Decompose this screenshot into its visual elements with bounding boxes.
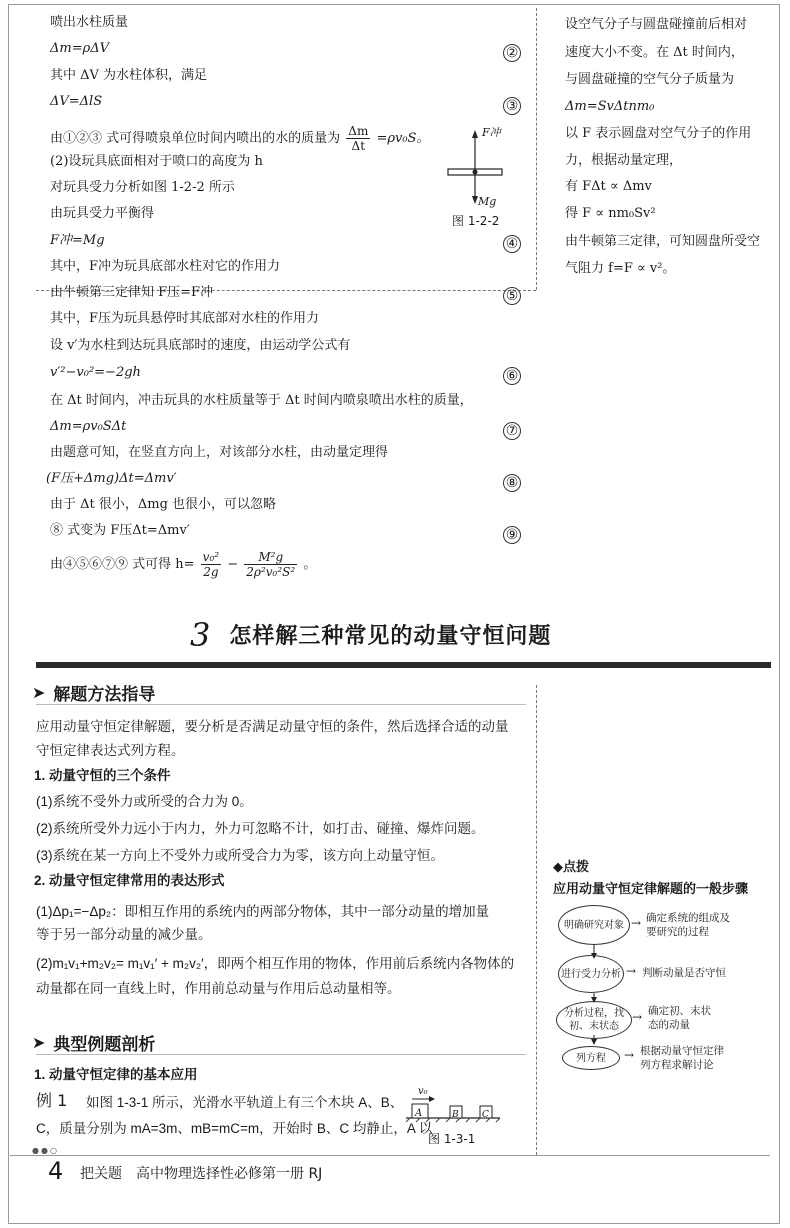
derivation-line: 由玩具受力平衡得 xyxy=(50,206,155,221)
derivation-line: (F压+Δmg)Δt=Δmv′ xyxy=(46,471,177,486)
derivation-text: =ρv₀S。 xyxy=(376,131,430,146)
derivation-line: 其中 ΔV 为水柱体积，满足 xyxy=(50,68,208,83)
method-intro: 应用动量守恒定律解题，要分析是否满足动量守恒的条件，然后选择合适的动量 xyxy=(36,719,509,734)
examples-heading-text: 典型例题剖析 xyxy=(53,1035,156,1055)
derivation-line: F冲=Mg xyxy=(50,233,105,248)
derivation-line: Δm=ρΔV xyxy=(50,41,110,56)
equation-number: ⑦ xyxy=(503,422,521,440)
tip-title: 应用动量守恒定律解题的一般步骤 xyxy=(553,882,749,897)
derivation-line: ΔV=ΔlS xyxy=(50,94,103,109)
right-text: 气阻力 f=F ∝ v²。 xyxy=(565,261,676,276)
fraction-denominator: 2g xyxy=(203,565,219,579)
condition-item: (3)系统在某一方向上不受外力或所受合力为零，该方向上动量守恒。 xyxy=(36,848,444,863)
flow-node: 分析过程，找初、末状态 xyxy=(556,1001,632,1039)
flow-text: 要研究的过程 xyxy=(646,926,709,938)
examples-subheading: 1. 动量守恒定律的基本应用 xyxy=(34,1067,198,1082)
right-text: 与圆盘碰撞的空气分子质量为 xyxy=(565,72,735,87)
fraction xyxy=(346,124,370,153)
right-text: 设空气分子与圆盘碰撞前后相对 xyxy=(565,17,748,32)
arrow-right-icon: → xyxy=(631,916,642,930)
arrow-right-icon: → xyxy=(626,964,637,978)
derivation-line: 其中，F冲为玩具底部水柱对它的作用力 xyxy=(50,259,281,274)
derivation-line: 由牛顿第三定律知 F压=F冲 xyxy=(50,285,214,300)
flow-text: 列方程求解讨论 xyxy=(640,1059,714,1071)
flow-node: 列方程 xyxy=(562,1046,620,1070)
derivation-line xyxy=(50,550,316,579)
derivation-line: 由于 Δt 很小，Δmg 也很小，可以忽略 xyxy=(50,497,277,512)
derivation-line: 喷出水柱质量 xyxy=(50,15,129,30)
fraction-numerator: v₀² xyxy=(202,550,220,564)
flow-text: 态的动量 xyxy=(648,1019,690,1031)
derivation-text: 由④⑤⑥⑦⑨ 式可得 h= xyxy=(50,557,195,572)
condition-item: (1)系统不受外力或所受的合力为 0。 xyxy=(36,794,253,809)
derivation-line: ⑧ 式变为 F压Δt=Δmv′ xyxy=(50,523,190,538)
method-subheading: 1. 动量守恒的三个条件 xyxy=(34,768,171,783)
fraction xyxy=(244,550,297,579)
derivation-line: 其中，F压为玩具悬停时其底部对水柱的作用力 xyxy=(50,311,320,326)
derivation-line: Δm=ρv₀SΔt xyxy=(50,419,127,434)
heading-rule xyxy=(36,704,526,705)
derivation-text: 。 xyxy=(303,557,317,572)
form-item: (1)Δp₁=−Δp₂：即相互作用的系统内的两部分物体，其中一部分动量的增加量 xyxy=(36,904,490,919)
column-divider xyxy=(536,8,537,290)
flow-node: 明确研究对象 xyxy=(558,905,630,945)
right-text: 力，根据动量定理， xyxy=(565,153,683,168)
derivation-line xyxy=(50,124,429,153)
derivation-text: 由①②③ 式可得喷泉单位时间内喷出的水的质量为 xyxy=(50,131,341,146)
example-label: 例 1 xyxy=(36,1091,68,1110)
equation-number: ⑤ xyxy=(503,287,521,305)
equation-number: ⑧ xyxy=(503,474,521,492)
page-number: 4 xyxy=(48,1157,64,1185)
tip-label: ◆点拨 xyxy=(553,860,589,875)
equation-number: ④ xyxy=(503,235,521,253)
velocity-label: v₀ xyxy=(418,1086,428,1097)
equation-number: ⑥ xyxy=(503,367,521,385)
fraction-denominator: 2ρ²v₀²S² xyxy=(246,565,296,579)
force-up-label: F冲 xyxy=(482,126,501,139)
right-text: 速度大小不变。在 Δt 时间内， xyxy=(565,45,744,60)
arrow-icon: ➤ xyxy=(32,1033,46,1052)
form-item: 等于另一部分动量的减少量。 xyxy=(36,927,212,942)
block-b-label: B xyxy=(452,1110,459,1120)
right-text: 有 FΔt ∝ Δmv xyxy=(565,179,652,194)
examples-heading xyxy=(32,1030,155,1055)
section-title xyxy=(190,616,551,654)
flow-text: 根据动量守恒定律 xyxy=(640,1045,724,1057)
equation-number: ② xyxy=(503,44,521,62)
right-text: 由牛顿第三定律，可知圆盘所受空 xyxy=(565,234,761,249)
section-title-text: 怎样解三种常见的动量守恒问题 xyxy=(229,624,552,649)
derivation-line: v′²−v₀²=−2gh xyxy=(50,365,141,380)
fraction xyxy=(201,550,221,579)
column-divider-lower xyxy=(536,685,537,1155)
arrow-icon: ➤ xyxy=(32,683,46,702)
heading-rule xyxy=(36,1054,526,1055)
example-text: C，质量分别为 mA=3m、mB=mC=m，开始时 B、C 均静止，A 以 xyxy=(36,1121,433,1136)
fraction-numerator: M²g xyxy=(244,550,297,565)
flow-text: 确定初、末状 xyxy=(648,1005,711,1017)
figure-caption: 图 1-3-1 xyxy=(428,1132,476,1146)
derivation-line: 设 v′为水柱到达玩具底部时的速度，由运动学公式有 xyxy=(50,338,351,353)
form-item: (2)m₁v₁+m₂v₂= m₁v₁′ + m₂v₂′，即两个相互作用的物体，作用前后系统内各物体的 xyxy=(36,956,515,971)
force-down-label: Mg xyxy=(478,195,497,208)
footer-dots: ●●○ xyxy=(32,1146,59,1155)
arrow-right-icon: → xyxy=(632,1010,643,1024)
section-title-bar xyxy=(36,662,771,668)
method-subheading: 2. 动量守恒定律常用的表达形式 xyxy=(34,873,225,888)
right-text: 得 F ∝ nm₀Sv² xyxy=(565,206,656,221)
method-heading xyxy=(32,680,155,705)
right-text: Δm=SvΔtnm₀ xyxy=(565,99,655,114)
flow-node: 进行受力分析 xyxy=(558,955,624,993)
equation-number: ⑨ xyxy=(503,526,521,544)
figure-caption: 图 1-2-2 xyxy=(452,214,500,228)
flow-text: 确定系统的组成及 xyxy=(646,912,730,924)
method-heading-text: 解题方法指导 xyxy=(53,685,156,705)
section-number: 3 xyxy=(190,616,212,654)
derivation-line: (2)设玩具底面相对于喷口的高度为 h xyxy=(50,154,263,169)
footer-rule xyxy=(10,1155,770,1156)
right-text: 以 F 表示圆盘对空气分子的作用 xyxy=(565,126,752,141)
derivation-line: 在 Δt 时间内，冲击玩具的水柱质量等于 Δt 时间内喷泉喷出水柱的质量， xyxy=(50,393,473,408)
flow-text: 判断动量是否守恒 xyxy=(642,967,726,979)
minus-sign: − xyxy=(227,557,239,572)
block-a-label: A xyxy=(415,1108,423,1119)
fraction-numerator: Δm xyxy=(348,124,369,138)
footer-text: 把关题 高中物理选择性必修第一册 RJ xyxy=(80,1166,323,1182)
fraction-denominator: Δt xyxy=(351,139,366,153)
form-item: 动量都在同一直线上时，作用前总动量与作用后总动量相等。 xyxy=(36,981,401,996)
arrow-right-icon: → xyxy=(624,1048,635,1062)
block-c-label: C xyxy=(482,1110,489,1120)
example-text: 如图 1-3-1 所示，光滑水平轨道上有三个木块 A、B、 xyxy=(86,1095,404,1110)
equation-number: ③ xyxy=(503,97,521,115)
derivation-line: 由题意可知，在竖直方向上，对该部分水柱，由动量定理得 xyxy=(50,445,389,460)
method-intro: 守恒定律表达式列方程。 xyxy=(36,743,185,758)
derivation-line: 对玩具受力分析如图 1-2-2 所示 xyxy=(50,180,235,195)
condition-item: (2)系统所受外力远小于内力，外力可忽略不计，如打击、碰撞、爆炸问题。 xyxy=(36,821,485,836)
